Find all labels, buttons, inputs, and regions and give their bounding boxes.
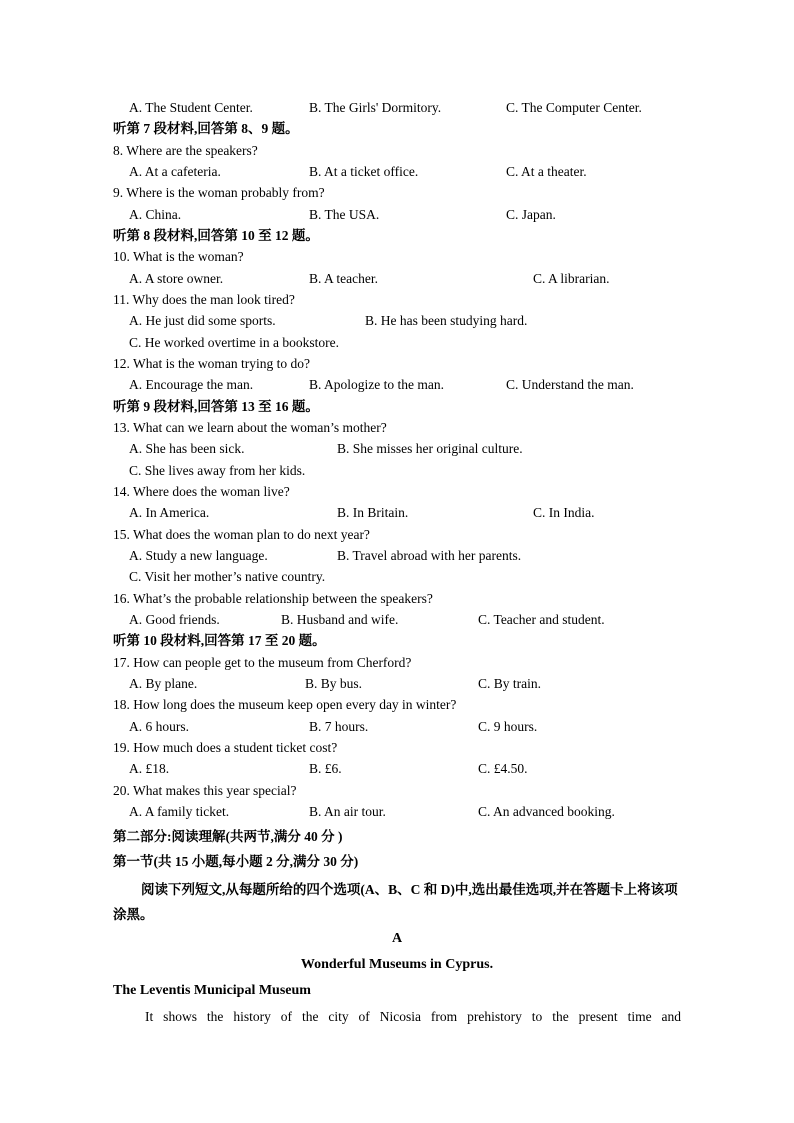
option-a: A. £18. [129,761,170,776]
section-heading [0,396,794,417]
question-18-options [0,716,794,737]
option-a: A. Study a new language. [129,548,268,563]
question-text: 18. How long does the museum keep open every day in winter? [113,697,457,712]
option-b: B. In Britain. [337,505,409,520]
section-heading [0,225,794,246]
option-c: C. At a theater. [506,164,587,179]
question-7-options [0,97,794,118]
museum-paragraph [0,1006,794,1027]
option-b: B. The Girls' Dormitory. [309,100,442,115]
paragraph-text: It shows the history of the city of Nicosia from prehistory to the present time and [145,1009,681,1024]
option-c: C. An advanced booking. [478,804,615,819]
question-text: 13. What can we learn about the woman’s mother? [113,420,387,435]
option-b: B. He has been studying hard. [365,313,528,328]
question-9-options [0,204,794,225]
option-c: C. 9 hours. [478,719,538,734]
option-a: A. Good friends. [129,612,220,627]
option-b: B. Travel abroad with her parents. [337,548,522,563]
option-b: B. She misses her original culture. [337,441,523,456]
question-8 [0,140,794,161]
question-17-options [0,673,794,694]
heading-text: 听第 9 段材料,回答第 13 至 16 题。 [113,399,319,414]
option-a: A. At a cafeteria. [129,164,221,179]
question-text: 10. What is the woman? [113,249,244,264]
option-b: B. Husband and wife. [281,612,399,627]
option-c: C. Understand the man. [506,377,634,392]
passage-title: Wonderful Museums in Cyprus. [300,957,494,972]
question-text: 20. What makes this year special? [113,783,297,798]
passage-letter: A [391,931,403,946]
option-c: C. He worked overtime in a bookstore. [129,335,339,350]
option-c: C. A librarian. [533,271,610,286]
option-a: A. A store owner. [129,271,224,286]
question-text: 19. How much does a student ticket cost? [113,740,338,755]
option-a: A. In America. [129,505,210,520]
option-a: A. He just did some sports. [129,313,276,328]
question-13 [0,417,794,438]
option-b: B. An air tour. [309,804,386,819]
question-20 [0,780,794,801]
option-a: A. A family ticket. [129,804,230,819]
question-15-option-c [0,566,794,587]
option-b: B. By bus. [305,676,363,691]
option-a: A. 6 hours. [129,719,189,734]
option-b: B. £6. [309,761,342,776]
option-c: C. The Computer Center. [506,100,642,115]
option-b: B. 7 hours. [309,719,369,734]
instruction-paragraph: 阅读下列短文,从每题所给的四个选项(A、B、C 和 D)中,选出最佳选项,并在答题卡上将该项涂黑。 [113,882,678,922]
question-16 [0,588,794,609]
question-15 [0,524,794,545]
option-b: B. Apologize to the man. [309,377,444,392]
museum-heading [0,980,794,1001]
question-17 [0,652,794,673]
option-b: B. At a ticket office. [309,164,419,179]
question-15-options [0,545,794,566]
heading-text: The Leventis Municipal Museum [113,983,311,998]
option-c: C. Visit her mother’s native country. [129,569,326,584]
question-text: 15. What does the woman plan to do next year? [113,527,370,542]
question-8-options [0,161,794,182]
question-text: 12. What is the woman trying to do? [113,356,310,371]
option-c: C. She lives away from her kids. [129,463,306,478]
option-a: A. Encourage the man. [129,377,254,392]
question-18 [0,694,794,715]
question-text: 11. Why does the man look tired? [113,292,295,307]
question-10-options [0,268,794,289]
question-12-options [0,374,794,395]
heading-text: 听第 10 段材料,回答第 17 至 20 题。 [113,633,326,648]
section-heading [0,630,794,651]
question-text: 17. How can people get to the museum from Cherford? [113,655,412,670]
question-11-option-c [0,332,794,353]
question-20-options [0,801,794,822]
question-12 [0,353,794,374]
option-c: C. In India. [533,505,595,520]
option-c: C. By train. [478,676,541,691]
question-text: 9. Where is the woman probably from? [113,185,325,200]
option-c: C. £4.50. [478,761,528,776]
option-c: C. Japan. [506,207,556,222]
heading-text: 听第 8 段材料,回答第 10 至 12 题。 [113,228,319,243]
question-14-options [0,502,794,523]
question-14 [0,481,794,502]
question-text: 14. Where does the woman live? [113,484,290,499]
question-19 [0,737,794,758]
option-b: B. A teacher. [309,271,378,286]
question-13-options [0,438,794,459]
heading-text: 第二部分:阅读理解(共两节,满分 40 分 ) [113,829,343,844]
question-13-option-c [0,460,794,481]
option-a: A. By plane. [129,676,198,691]
question-11-options [0,310,794,331]
question-19-options [0,758,794,779]
option-a: A. She has been sick. [129,441,245,456]
option-b: B. The USA. [309,207,380,222]
section-heading [0,851,794,872]
question-text: 8. Where are the speakers? [113,143,258,158]
question-11 [0,289,794,310]
heading-text: 第一节(共 15 小题,每小题 2 分,满分 30 分) [113,854,359,869]
question-10 [0,246,794,267]
question-16-options [0,609,794,630]
heading-text: 听第 7 段材料,回答第 8、9 题。 [113,121,299,136]
section-heading [0,118,794,139]
question-9 [0,182,794,203]
option-c: C. Teacher and student. [478,612,605,627]
option-a: A. China. [129,207,182,222]
part-heading [0,826,794,847]
option-a: A. The Student Center. [129,100,253,115]
question-text: 16. What’s the probable relationship between the speakers? [113,591,433,606]
